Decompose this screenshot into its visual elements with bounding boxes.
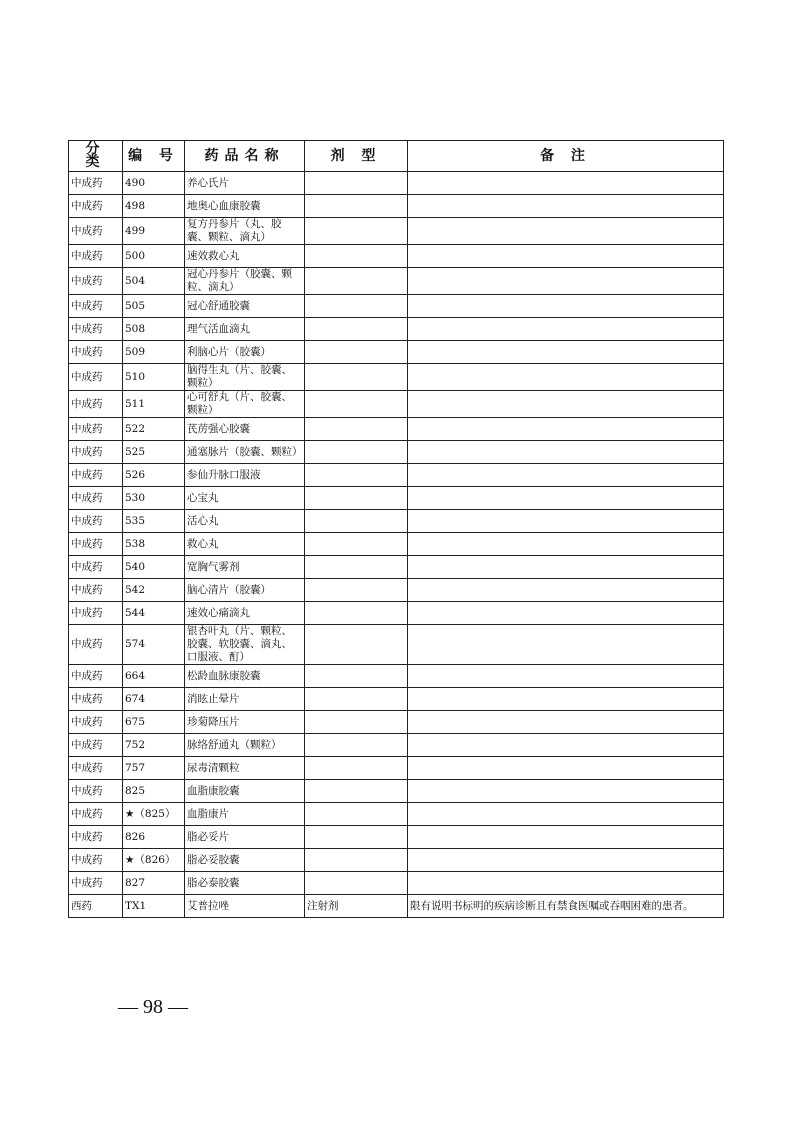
drug-name-cell: 冠心丹参片（胶囊、颗粒、滴丸） <box>185 268 305 295</box>
category-cell: 中成药 <box>69 625 123 665</box>
table-row <box>69 780 724 803</box>
code-cell: 505 <box>123 295 185 318</box>
category-cell: 中成药 <box>69 556 123 579</box>
remark-cell <box>408 464 724 487</box>
category-cell: 中成药 <box>69 510 123 533</box>
drug-name-cell: 复方丹参片（丸、胶囊、颗粒、滴丸） <box>185 218 305 245</box>
code-cell: 499 <box>123 218 185 245</box>
dosage-form-cell <box>305 780 408 803</box>
header-code: 编 号 <box>123 141 185 172</box>
drug-name-cell: 脑得生丸（片、胶囊、颗粒） <box>185 364 305 391</box>
category-cell: 中成药 <box>69 364 123 391</box>
remark-cell <box>408 757 724 780</box>
category-cell: 中成药 <box>69 533 123 556</box>
code-cell: 757 <box>123 757 185 780</box>
remark-cell <box>408 295 724 318</box>
drug-name-cell: 脉络舒通丸（颗粒） <box>185 734 305 757</box>
category-cell: 中成药 <box>69 418 123 441</box>
header-category: 分 类 <box>69 141 123 172</box>
remark-cell <box>408 510 724 533</box>
remark-cell <box>408 195 724 218</box>
code-cell: 525 <box>123 441 185 464</box>
table-row <box>69 172 724 195</box>
header-row <box>69 141 724 172</box>
dosage-form-cell <box>305 464 408 487</box>
code-cell: 510 <box>123 364 185 391</box>
table-row <box>69 441 724 464</box>
dosage-form-cell <box>305 510 408 533</box>
drug-name-cell: 心可舒丸（片、胶囊、颗粒） <box>185 391 305 418</box>
drug-name-cell: 血脂康胶囊 <box>185 780 305 803</box>
code-cell: 500 <box>123 245 185 268</box>
code-cell: 504 <box>123 268 185 295</box>
table-row <box>69 218 724 245</box>
table-row <box>69 391 724 418</box>
category-cell: 中成药 <box>69 295 123 318</box>
remark-cell <box>408 579 724 602</box>
dosage-form-cell <box>305 218 408 245</box>
drug-list-table <box>68 140 724 918</box>
category-cell: 西药 <box>69 895 123 918</box>
drug-name-cell: 心宝丸 <box>185 487 305 510</box>
remark-cell <box>408 533 724 556</box>
drug-name-cell: 血脂康片 <box>185 803 305 826</box>
table-row <box>69 757 724 780</box>
table-row <box>69 364 724 391</box>
category-cell: 中成药 <box>69 665 123 688</box>
drug-name-cell: 速效心痛滴丸 <box>185 602 305 625</box>
remark-cell <box>408 849 724 872</box>
drug-name-cell: 脂必泰胶囊 <box>185 872 305 895</box>
dosage-form-cell <box>305 711 408 734</box>
remark-cell <box>408 734 724 757</box>
code-cell: 542 <box>123 579 185 602</box>
drug-name-cell: 尿毒清颗粒 <box>185 757 305 780</box>
drug-name-cell: 参仙升脉口服液 <box>185 464 305 487</box>
table-row <box>69 579 724 602</box>
remark-cell <box>408 268 724 295</box>
remark-cell <box>408 172 724 195</box>
dosage-form-cell <box>305 195 408 218</box>
dosage-form-cell <box>305 295 408 318</box>
remark-cell <box>408 418 724 441</box>
code-cell: ★（826） <box>123 849 185 872</box>
table-row <box>69 418 724 441</box>
dosage-form-cell <box>305 318 408 341</box>
drug-name-cell: 脂必妥片 <box>185 826 305 849</box>
remark-cell <box>408 803 724 826</box>
dosage-form-cell <box>305 268 408 295</box>
remark-cell <box>408 218 724 245</box>
category-cell: 中成药 <box>69 734 123 757</box>
drug-name-cell: 艾普拉唑 <box>185 895 305 918</box>
header-drug-name: 药品名称 <box>185 141 305 172</box>
drug-name-cell: 活心丸 <box>185 510 305 533</box>
table-row <box>69 602 724 625</box>
category-cell: 中成药 <box>69 780 123 803</box>
remark-cell <box>408 487 724 510</box>
drug-name-cell: 速效救心丸 <box>185 245 305 268</box>
code-cell: 538 <box>123 533 185 556</box>
code-cell: 498 <box>123 195 185 218</box>
table-row <box>69 625 724 665</box>
code-cell: 827 <box>123 872 185 895</box>
remark-cell <box>408 711 724 734</box>
dosage-form-cell <box>305 391 408 418</box>
remark-cell <box>408 602 724 625</box>
category-cell: 中成药 <box>69 268 123 295</box>
drug-name-cell: 理气活血滴丸 <box>185 318 305 341</box>
drug-name-cell: 银杏叶丸（片、颗粒、胶囊、软胶囊、滴丸、口服液、酊） <box>185 625 305 665</box>
drug-name-cell: 养心氏片 <box>185 172 305 195</box>
dosage-form-cell <box>305 172 408 195</box>
dosage-form-cell <box>305 245 408 268</box>
code-cell: 511 <box>123 391 185 418</box>
drug-name-cell: 救心丸 <box>185 533 305 556</box>
remark-cell <box>408 318 724 341</box>
table-row <box>69 245 724 268</box>
code-cell: 752 <box>123 734 185 757</box>
code-cell: ★（825） <box>123 803 185 826</box>
dosage-form-cell <box>305 734 408 757</box>
code-cell: 490 <box>123 172 185 195</box>
category-cell: 中成药 <box>69 711 123 734</box>
table-row <box>69 318 724 341</box>
code-cell: 530 <box>123 487 185 510</box>
code-cell: 508 <box>123 318 185 341</box>
drug-name-cell: 冠心舒通胶囊 <box>185 295 305 318</box>
drug-name-cell: 宽胸气雾剂 <box>185 556 305 579</box>
code-cell: 509 <box>123 341 185 364</box>
category-cell: 中成药 <box>69 826 123 849</box>
table-row <box>69 895 724 918</box>
table-row <box>69 533 724 556</box>
code-cell: 664 <box>123 665 185 688</box>
table-row <box>69 711 724 734</box>
dosage-form-cell <box>305 803 408 826</box>
table-row <box>69 268 724 295</box>
remark-cell <box>408 441 724 464</box>
category-cell: 中成药 <box>69 391 123 418</box>
dosage-form-cell <box>305 826 408 849</box>
table-row <box>69 510 724 533</box>
header-remark: 备 注 <box>408 141 724 172</box>
table-row <box>69 295 724 318</box>
drug-name-cell: 地奥心血康胶囊 <box>185 195 305 218</box>
dosage-form-cell <box>305 441 408 464</box>
category-cell: 中成药 <box>69 195 123 218</box>
category-cell: 中成药 <box>69 849 123 872</box>
category-cell: 中成药 <box>69 602 123 625</box>
category-cell: 中成药 <box>69 872 123 895</box>
drug-name-cell: 芪苈强心胶囊 <box>185 418 305 441</box>
drug-name-cell: 脂必妥胶囊 <box>185 849 305 872</box>
dosage-form-cell <box>305 665 408 688</box>
category-cell: 中成药 <box>69 803 123 826</box>
dosage-form-cell <box>305 364 408 391</box>
dosage-form-cell <box>305 625 408 665</box>
code-cell: 535 <box>123 510 185 533</box>
remark-cell: 限有说明书标明的疾病诊断且有禁食医嘱或吞咽困难的患者。 <box>408 895 724 918</box>
code-cell: 674 <box>123 688 185 711</box>
drug-name-cell: 消眩止晕片 <box>185 688 305 711</box>
category-cell: 中成药 <box>69 341 123 364</box>
drug-name-cell: 珍菊降压片 <box>185 711 305 734</box>
dosage-form-cell <box>305 487 408 510</box>
category-cell: 中成药 <box>69 245 123 268</box>
category-cell: 中成药 <box>69 172 123 195</box>
table-row <box>69 872 724 895</box>
drug-name-cell: 利脑心片（胶囊） <box>185 341 305 364</box>
category-cell: 中成药 <box>69 318 123 341</box>
category-cell: 中成药 <box>69 579 123 602</box>
dosage-form-cell <box>305 533 408 556</box>
remark-cell <box>408 665 724 688</box>
page-number: — 98 — <box>118 996 188 1018</box>
dosage-form-cell <box>305 757 408 780</box>
dosage-form-cell <box>305 341 408 364</box>
category-cell: 中成药 <box>69 757 123 780</box>
code-cell: TX1 <box>123 895 185 918</box>
remark-cell <box>408 364 724 391</box>
code-cell: 526 <box>123 464 185 487</box>
remark-cell <box>408 625 724 665</box>
dosage-form-cell <box>305 418 408 441</box>
remark-cell <box>408 688 724 711</box>
code-cell: 544 <box>123 602 185 625</box>
code-cell: 826 <box>123 826 185 849</box>
table-row <box>69 464 724 487</box>
remark-cell <box>408 556 724 579</box>
code-cell: 574 <box>123 625 185 665</box>
table-row <box>69 826 724 849</box>
drug-name-cell: 松龄血脉康胶囊 <box>185 665 305 688</box>
remark-cell <box>408 872 724 895</box>
table-row <box>69 688 724 711</box>
remark-cell <box>408 341 724 364</box>
dosage-form-cell <box>305 849 408 872</box>
remark-cell <box>408 245 724 268</box>
header-dosage-form: 剂 型 <box>305 141 408 172</box>
remark-cell <box>408 780 724 803</box>
dosage-form-cell <box>305 579 408 602</box>
code-cell: 675 <box>123 711 185 734</box>
category-cell: 中成药 <box>69 487 123 510</box>
code-cell: 825 <box>123 780 185 803</box>
dosage-form-cell <box>305 872 408 895</box>
drug-name-cell: 脑心清片（胶囊） <box>185 579 305 602</box>
category-cell: 中成药 <box>69 688 123 711</box>
code-cell: 540 <box>123 556 185 579</box>
table-row <box>69 734 724 757</box>
remark-cell <box>408 826 724 849</box>
remark-cell <box>408 391 724 418</box>
table-row <box>69 341 724 364</box>
dosage-form-cell <box>305 688 408 711</box>
table-row <box>69 803 724 826</box>
table-row <box>69 665 724 688</box>
dosage-form-cell: 注射剂 <box>305 895 408 918</box>
table-row <box>69 556 724 579</box>
category-cell: 中成药 <box>69 464 123 487</box>
dosage-form-cell <box>305 602 408 625</box>
category-cell: 中成药 <box>69 218 123 245</box>
table-row <box>69 487 724 510</box>
category-cell: 中成药 <box>69 441 123 464</box>
code-cell: 522 <box>123 418 185 441</box>
table-row <box>69 195 724 218</box>
drug-name-cell: 通塞脉片（胶囊、颗粒） <box>185 441 305 464</box>
dosage-form-cell <box>305 556 408 579</box>
table-row <box>69 849 724 872</box>
